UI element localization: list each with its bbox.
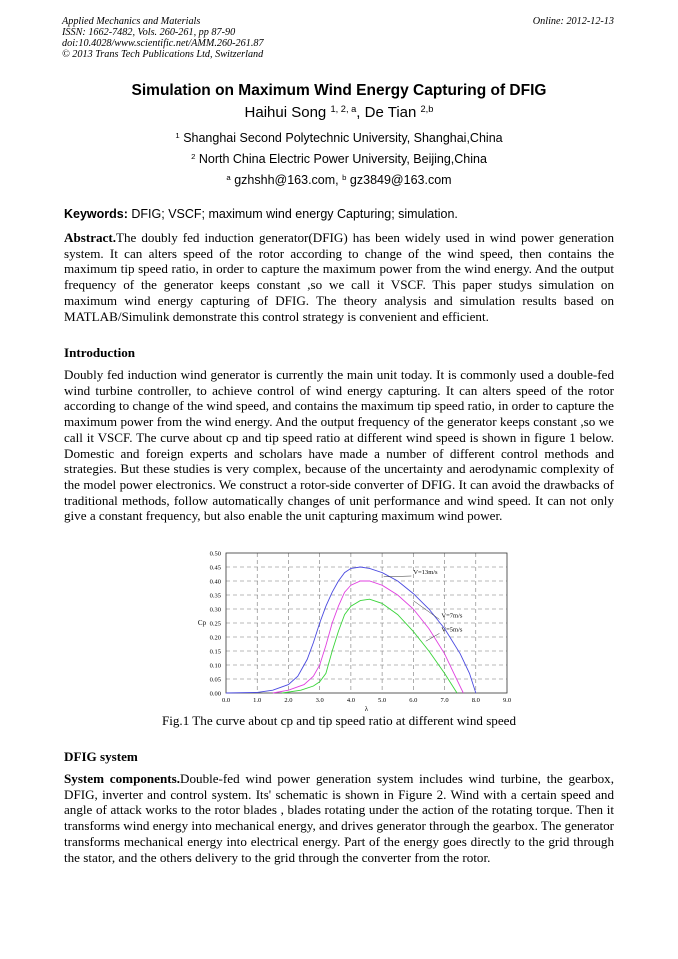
keywords: [64, 207, 614, 221]
y-tick-label: 0.50: [209, 550, 221, 558]
author-name: De Tian: [364, 104, 417, 121]
x-tick-label: 8.0: [471, 697, 480, 704]
introduction-text: Doubly fed induction wind generator is currently the main unit today. It is commonly used a double-fed wind turbine controller, to achieve control of wind energy capturing. It can alters speed of the rotor according to change of the wind speed, and contains the maximum tip speed ratio, in order to capture the maximum power from the wind energy. And the output frequency of the generator keeps constant ,so we call it VSCF. The curve about cp and tip speed ratio at different wind speed is shown in figure 1 below. Domestic and foreign experts and scholars have made a number of different control methods and strategies. But these studies is very complex, because of the uncertainty and aerodynamic complexity of the model power electronics. We construct a rotor-side converter of DFIG. It can avoid the drawbacks of traditional methods, follow automatically changes of unit performance and wind speed. It can not only give a constant frequency, but also enable the unit capturing maximum wind power.: [64, 367, 614, 524]
series-label: V=7m/s: [441, 612, 463, 620]
abstract: [64, 230, 614, 324]
y-tick-label: 0.30: [209, 606, 221, 614]
journal-header: [62, 16, 614, 60]
author-name: Haihui Song: [244, 104, 327, 121]
author-line: [0, 104, 678, 121]
series-label: V=5m/s: [441, 626, 463, 634]
subsection-label: System components.: [64, 771, 181, 786]
y-tick-label: 0.10: [209, 662, 221, 670]
y-tick-label: 0.20: [209, 634, 221, 642]
abstract-label: Abstract.: [64, 230, 116, 245]
series-label: V=13m/s: [413, 569, 438, 576]
email-link[interactable]: gz3849@163.com: [349, 173, 452, 187]
y-axis-label: Cp: [197, 619, 207, 627]
series-leader-line: [413, 601, 439, 620]
author-sup: 2,b: [420, 103, 434, 114]
affiliation-1: [0, 131, 678, 145]
journal-name: Applied Mechanics and Materials: [62, 16, 201, 27]
paper-title: Simulation on Maximum Wind Energy Capturing of DFIG: [131, 82, 547, 99]
keywords-text: DFIG; VSCF; maximum wind energy Capturing; simulation.: [131, 207, 458, 221]
dfig-text: [64, 771, 614, 865]
email-sup: a: [226, 172, 231, 182]
x-tick-label: 9.0: [502, 697, 512, 704]
email-sup: b: [342, 172, 347, 182]
y-tick-label: 0.15: [209, 648, 221, 656]
section-heading-dfig-system: DFIG system: [64, 749, 138, 764]
x-tick-label: 5.0: [378, 697, 387, 704]
online-date: Online: 2012-12-13: [532, 16, 614, 27]
doi-line: doi:10.4028/www.scientific.net/AMM.260-261.87: [62, 38, 264, 49]
cp-lambda-chart: [188, 545, 518, 715]
y-tick-label: 0.05: [209, 676, 221, 684]
email-line: [0, 173, 678, 187]
affiliation-2: [0, 152, 678, 166]
aff-sup: 1: [175, 130, 180, 140]
aff-text: North China Electric Power University, Beijing,China: [198, 152, 487, 166]
dfig-body: Double-fed wind power generation system includes wind turbine, the gearbox, DFIG, inverter and control system. Its' schematic is shown in Figure 2. Wind with a certain speed and angle of attack works to the rotor blades , blades rotating under the action of the rotating torque. Then it transforms wind energy into mechanical energy, and drives generator through the gearbox. The generator transforms mechanical energy into electrical energy. Part of the energy goes directly to the grid through the stator, and the others delivery to the grid through the converter from the rotor.: [64, 771, 614, 865]
x-axis-label: λ: [364, 705, 369, 713]
x-tick-label: 2.0: [284, 697, 293, 704]
author-sep: ,: [356, 104, 365, 121]
section-heading-introduction: Introduction: [64, 345, 136, 360]
aff-text: Shanghai Second Polytechnic University, Shanghai,China: [183, 131, 503, 145]
x-tick-label: 6.0: [409, 697, 418, 704]
x-tick-label: 4.0: [346, 697, 355, 704]
y-tick-label: 0.00: [209, 690, 221, 698]
y-tick-label: 0.45: [209, 564, 221, 572]
email-link[interactable]: gzhshh@163.com,: [234, 173, 339, 187]
issn-line: ISSN: 1662-7482, Vols. 260-261, pp 87-90: [62, 27, 236, 38]
author-sup: 1, 2, a: [330, 103, 357, 114]
figure-caption: Fig.1 The curve about cp and tip speed ratio at different wind speed: [161, 713, 517, 728]
y-tick-label: 0.35: [209, 592, 221, 600]
x-tick-label: 1.0: [253, 697, 262, 704]
x-tick-label: 0.0: [221, 697, 231, 704]
copyright-line: © 2013 Trans Tech Publications Ltd, Switzerland: [62, 49, 264, 60]
abstract-text: The doubly fed induction generator(DFIG) has been widely used in wind power generation system. It can alters speed of the rotor according to change of the wind speed, then contains the maximum tip speed ratio, in order to capture the maximum power from the wind energy. And the output frequency of the generator keeps constant ,so we call it VSCF. This paper studys simulation on maximum wind energy capturing of DFIG. The theory analysis and simulation results based on MATLAB/Simulink demonstrate this control strategy is convenient and efficient.: [64, 230, 614, 324]
aff-sup: 2: [191, 151, 196, 161]
y-tick-label: 0.25: [209, 620, 221, 628]
y-tick-label: 0.40: [209, 578, 221, 586]
x-tick-label: 3.0: [315, 697, 324, 704]
x-tick-label: 7.0: [440, 697, 449, 704]
keywords-label: Keywords:: [64, 207, 128, 221]
